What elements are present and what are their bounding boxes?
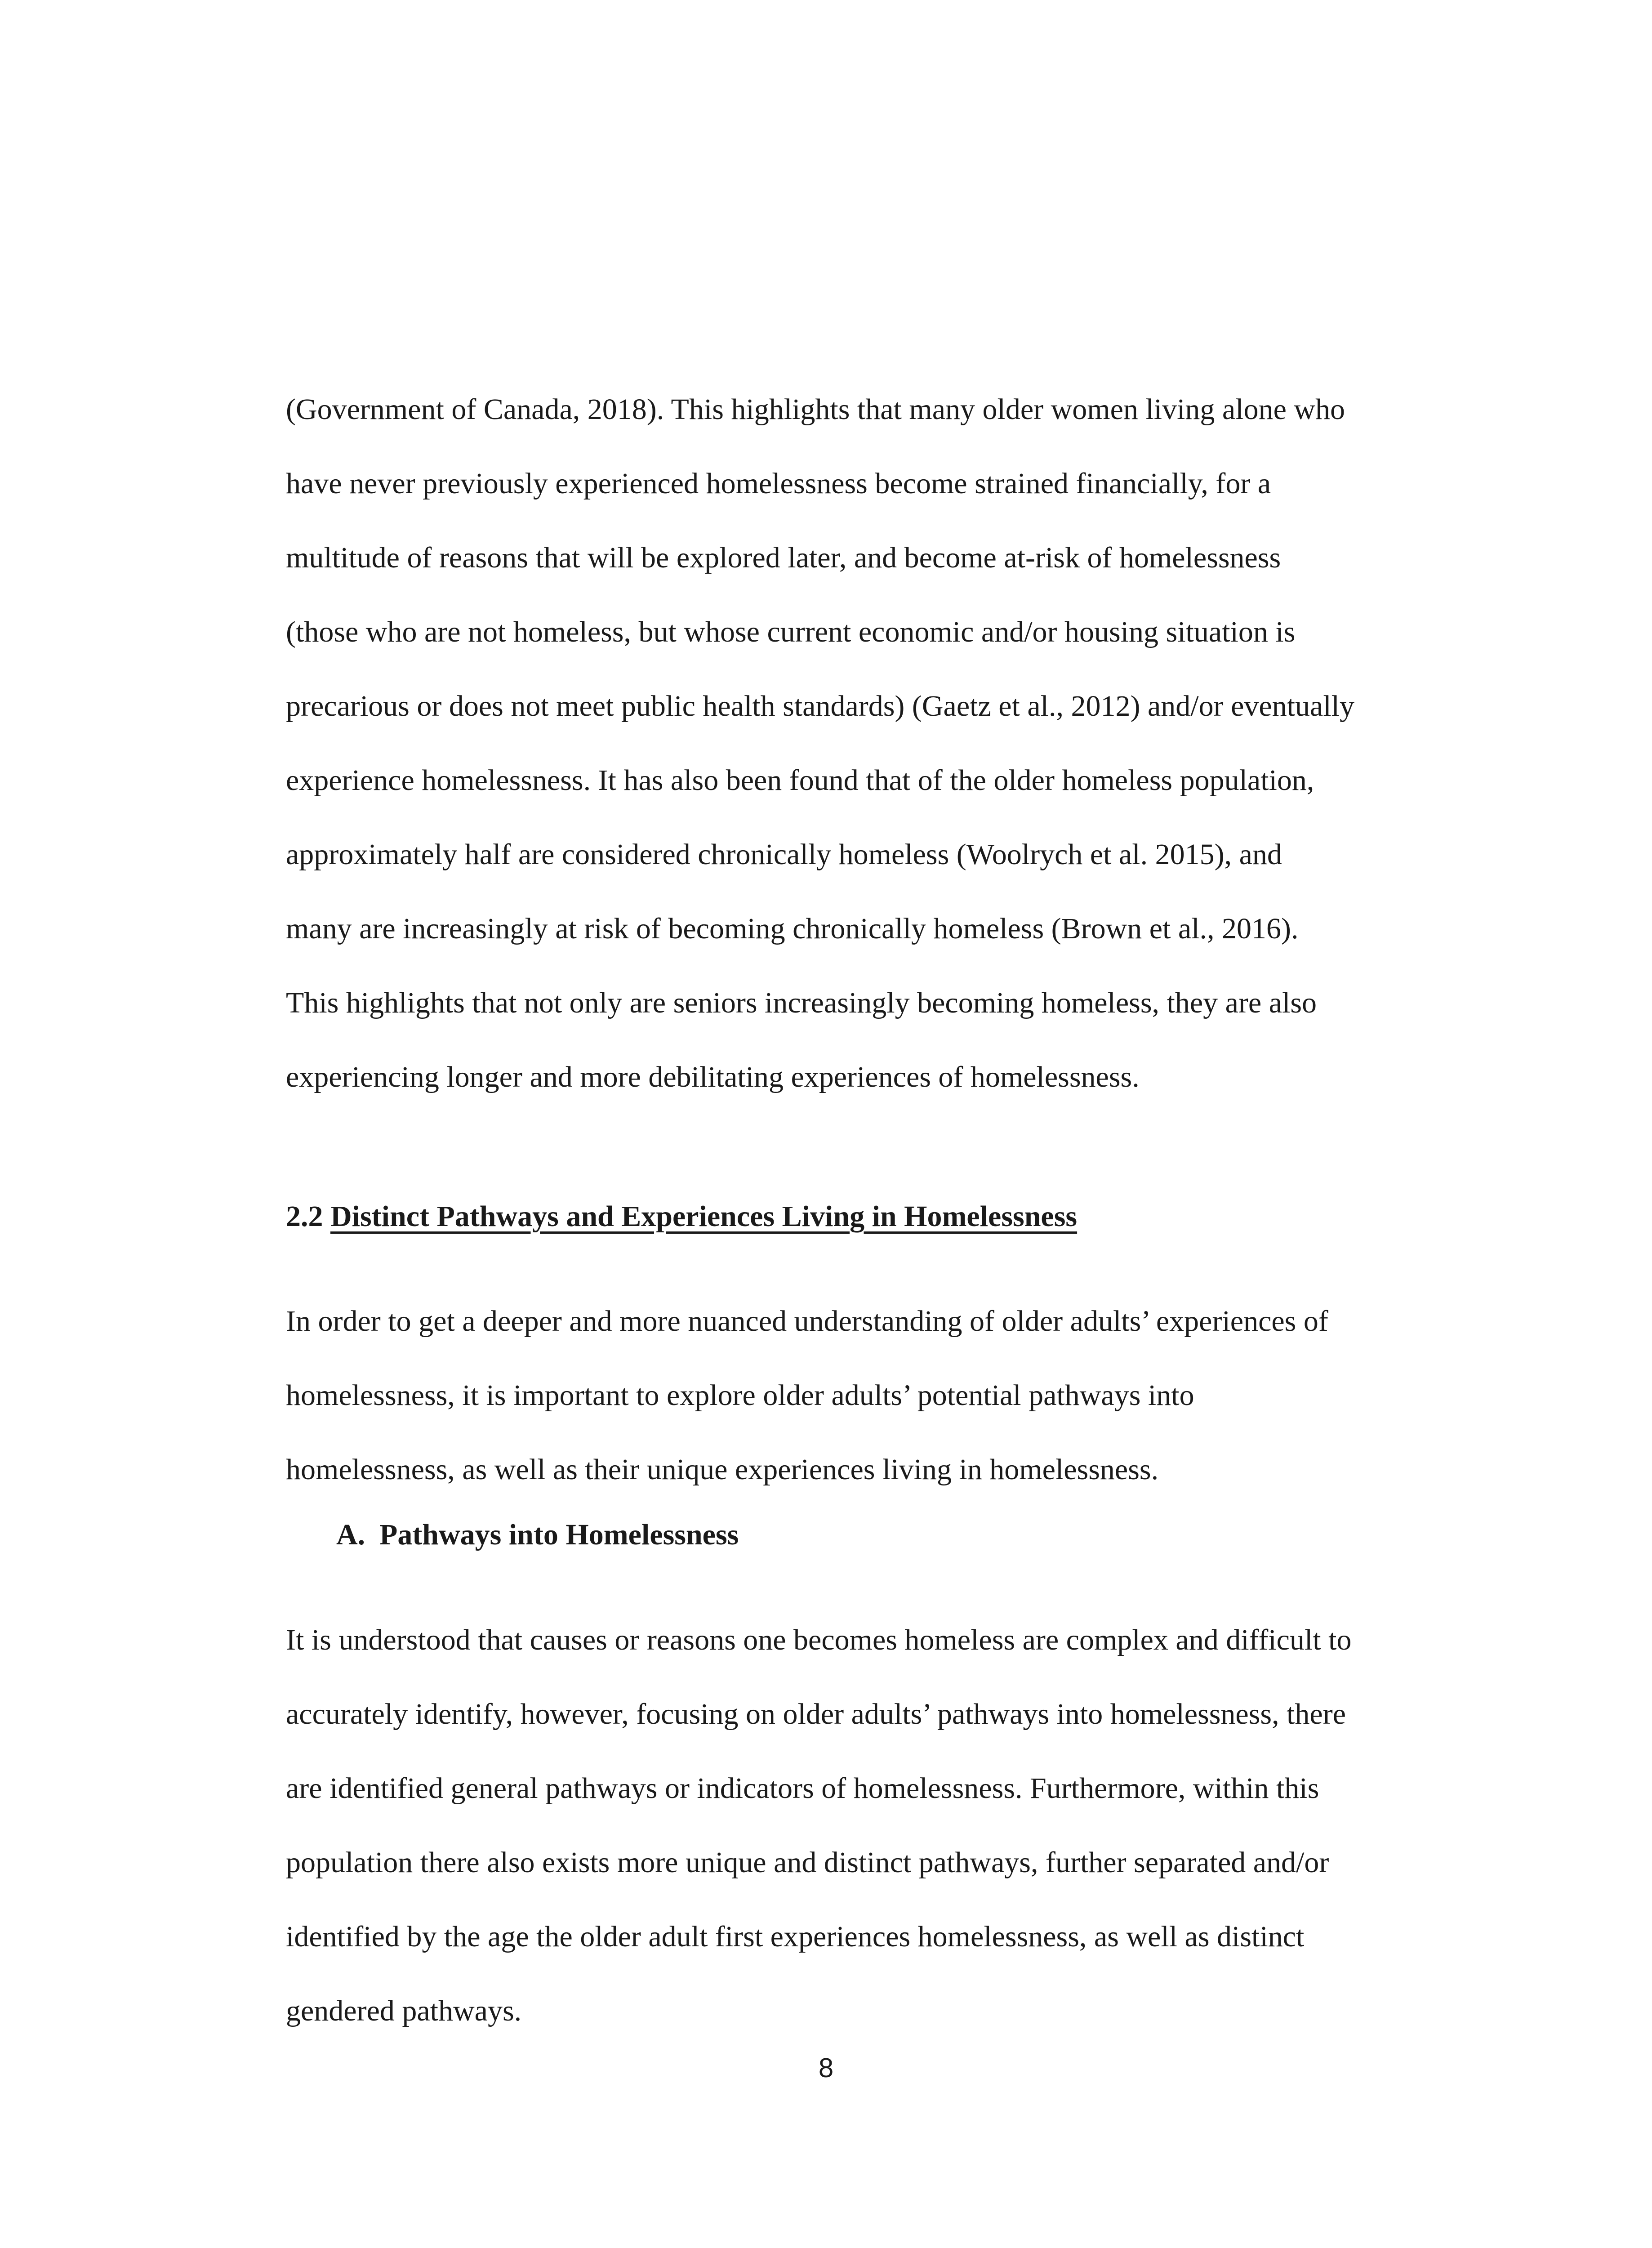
subsection-heading — [336, 1498, 739, 1572]
text-line: have never previously experienced homelessness become strained financially, for a — [286, 467, 1271, 500]
text-line: experience homelessness. It has also been found that of the older homeless population, — [286, 764, 1314, 797]
text-line: many are increasingly at risk of becoming chronically homeless (Brown et al., 2016). — [286, 912, 1299, 945]
text-line: accurately identify, however, focusing on older adults’ pathways into homelessness, there — [286, 1698, 1346, 1731]
paragraph-intro-continued — [286, 372, 1437, 1114]
section-number: 2.2 — [286, 1200, 323, 1233]
text-line: experiencing longer and more debilitating experiences of homelessness. — [286, 1061, 1140, 1093]
text-line: identified by the age the older adult first experiences homelessness, as well as distinct — [286, 1920, 1305, 1953]
text-line: precarious or does not meet public health standards) (Gaetz et al., 2012) and/or eventually — [286, 690, 1354, 723]
subsection-title: Pathways into Homelessness — [379, 1518, 739, 1551]
text-line: (those who are not homeless, but whose current economic and/or housing situation is — [286, 616, 1296, 648]
text-line: homelessness, as well as their unique experiences living in homelessness. — [286, 1453, 1159, 1486]
text-line: population there also exists more unique and distinct pathways, further separated and/or — [286, 1846, 1329, 1879]
text-line: approximately half are considered chronically homeless (Woolrych et al. 2015), and — [286, 838, 1282, 871]
text-line: homelessness, it is important to explore older adults’ potential pathways into — [286, 1379, 1194, 1412]
page-number: 8 — [818, 2053, 834, 2083]
text-line: are identified general pathways or indicators of homelessness. Furthermore, within this — [286, 1772, 1319, 1805]
text-line: gendered pathways. — [286, 1994, 522, 2027]
paragraph-section-intro — [286, 1284, 1437, 1507]
text-line: (Government of Canada, 2018). This highlights that many older women living alone who — [286, 393, 1345, 426]
text-line: It is understood that causes or reasons one becomes homeless are complex and difficult to — [286, 1624, 1352, 1656]
section-heading — [286, 1179, 1077, 1253]
paragraph-pathways — [286, 1603, 1437, 2048]
text-line: In order to get a deeper and more nuanced understanding of older adults’ experiences of — [286, 1305, 1328, 1338]
text-line: This highlights that not only are seniors increasingly becoming homeless, they are also — [286, 986, 1317, 1019]
text-line: multitude of reasons that will be explored later, and become at-risk of homelessness — [286, 541, 1281, 574]
subsection-label: A. — [336, 1518, 365, 1551]
section-title: Distinct Pathways and Experiences Living in Homelessness — [330, 1200, 1078, 1233]
